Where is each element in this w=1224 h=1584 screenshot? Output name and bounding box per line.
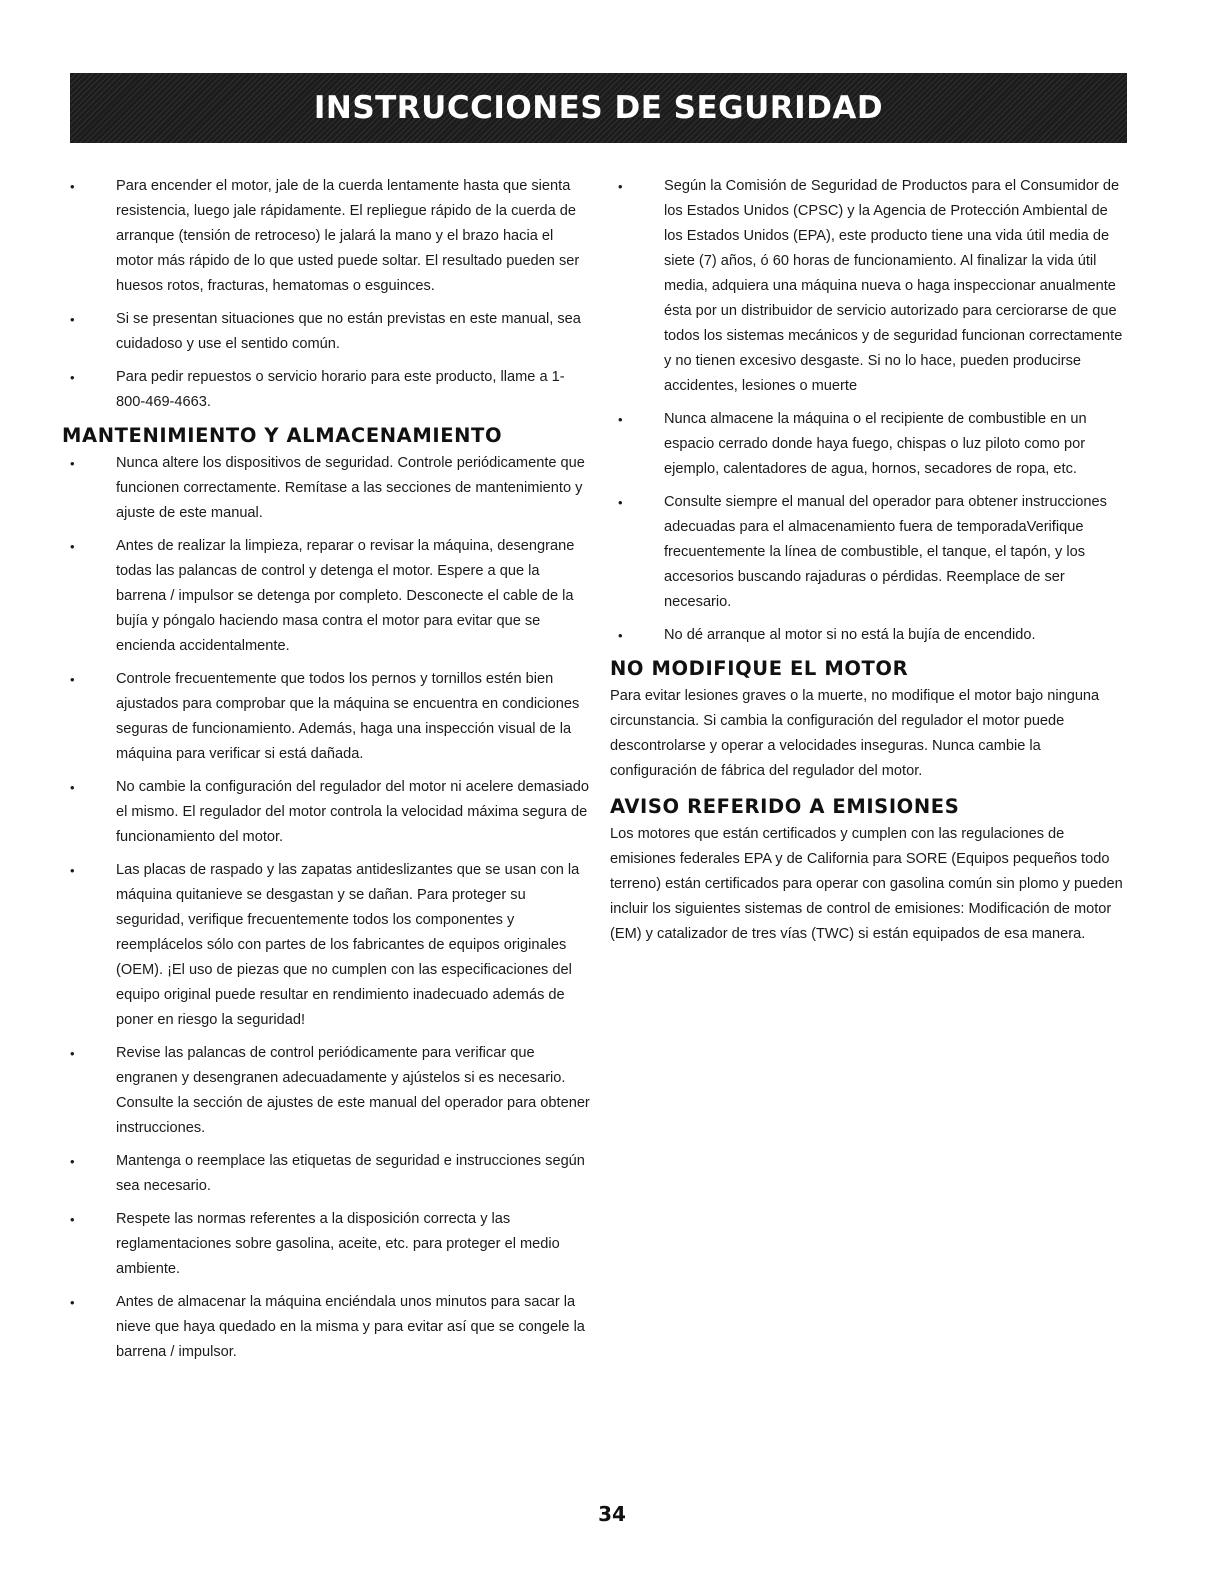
list-item: • No cambie la configuración del regulador del motor ni acelere demasiado el mismo. El regulador del motor controla la velocidad máxima segura de funcionamiento del motor. [62, 775, 590, 850]
no-modify-heading: NO MODIFIQUE EL MOTOR [610, 657, 909, 680]
bullet-icon: • [70, 780, 75, 795]
list-item: • Mantenga o reemplace las etiquetas de seguridad e instrucciones según sea necesario. [62, 1149, 590, 1199]
bullet-icon: • [618, 412, 623, 427]
title-banner [70, 73, 1127, 143]
list-item: • Consulte siempre el manual del operador para obtener instrucciones adecuadas para el almacenamiento fuera de temporadaVerifique frecuentemente la línea de combustible, el tanque, el tapón, y los accesorios buscando rajaduras o pérdidas. Reemplace de ser necesario. [610, 490, 1128, 615]
maintenance-heading: MANTENIMIENTO Y ALMACENAMIENTO [62, 424, 503, 447]
bullet-icon: • [70, 1154, 75, 1169]
list-item: • Controle frecuentemente que todos los pernos y tornillos estén bien ajustados para comprobar que la máquina se encuentra en condiciones seguras de funcionamiento. Además, haga una inspección visual de la máquina para verificar si está dañada. [62, 667, 590, 767]
list-item: • Nunca almacene la máquina o el recipiente de combustible en un espacio cerrado donde haya fuego, chispas o luz piloto como por ejemplo, calentadores de agua, hornos, secadores de ropa, etc. [610, 407, 1128, 482]
list-item: • Las placas de raspado y las zapatas antideslizantes que se usan con la máquina quitanieve se desgastan y se dañan. Para proteger su seguridad, verifique frecuentemente todos los componentes y reemplácelos sólo con partes de los fabricantes de equipos originales (OEM). ¡El uso de piezas que no cumplen con las especificaciones del equipo original puede resultar en rendimiento inadecuado además de poner en riesgo la seguridad! [62, 858, 590, 1033]
no-modify-paragraph: Para evitar lesiones graves o la muerte, no modifique el motor bajo ninguna circunstancia. Si cambia la configuración del regulador el motor puede descontrolarse y operar a velocidades inseguras. Nunca cambie la configuración de fábrica del regulador del motor. [610, 688, 1100, 779]
bullet-icon: • [70, 456, 75, 471]
bullet-icon: • [618, 179, 623, 194]
bullet-icon: • [70, 1295, 75, 1310]
bullet-icon: • [70, 539, 75, 554]
bullet-icon: • [618, 628, 623, 643]
storage-list [610, 174, 1128, 648]
bullet-icon: • [70, 179, 75, 194]
list-item: • Para pedir repuestos o servicio horario para este producto, llame a 1-800-469-4663. [62, 365, 590, 415]
list-item: • Respete las normas referentes a la disposición correcta y las reglamentaciones sobre gasolina, aceite, etc. para proteger el medio ambiente. [62, 1207, 590, 1282]
intro-list [62, 174, 590, 415]
bullet-icon: • [70, 1046, 75, 1061]
page-number: 34 [598, 1502, 626, 1526]
bullet-icon: • [70, 672, 75, 687]
bullet-icon: • [618, 495, 623, 510]
list-item: • Para encender el motor, jale de la cuerda lentamente hasta que sienta resistencia, luego jale rápidamente. El repliegue rápido de la cuerda de arranque (tensión de retroceso) le jalará la mano y el brazo hacia el motor más rápido de lo que usted puede soltar. El resultado pueden ser huesos rotos, fracturas, hematomas o esguinces. [62, 174, 590, 299]
list-item: • Nunca altere los dispositivos de seguridad. Controle periódicamente que funcionen correctamente. Remítase a las secciones de mantenimiento y ajuste de este manual. [62, 451, 590, 526]
list-item: • Según la Comisión de Seguridad de Productos para el Consumidor de los Estados Unidos (CPSC) y la Agencia de Protección Ambiental de los Estados Unidos (EPA), este producto tiene una vida útil media de siete (7) años, ó 60 horas de funcionamiento. Al finalizar la vida útil media, adquiera una máquina nueva o haga inspeccionar anualmente ésta por un distribuidor de servicio autorizado para cerciorarse de que todos los sistemas mecánicos y de seguridad funcionan correctamente y no tienen excesivo desgaste. Si no lo hace, pueden producirse accidentes, lesiones o muerte [610, 174, 1128, 399]
bullet-icon: • [70, 863, 75, 878]
list-item: • Antes de almacenar la máquina enciéndala unos minutos para sacar la nieve que haya quedado en la misma y para evitar así que se congele la barrena / impulsor. [62, 1290, 590, 1365]
bullet-icon: • [70, 312, 75, 327]
list-item: • Si se presentan situaciones que no están previstas en este manual, sea cuidadoso y use el sentido común. [62, 307, 590, 357]
emissions-paragraph: Los motores que están certificados y cumplen con las regulaciones de emisiones federales EPA y de California para SORE (Equipos pequeños todo terreno) están certificados para operar con gasolina común sin plomo y pueden incluir los siguientes sistemas de control de emisiones: Modificación de motor (EM) y catalizador de tres vías (TWC) si están equipados de esa manera. [610, 826, 1123, 942]
list-item: • Antes de realizar la limpieza, reparar o revisar la máquina, desengrane todas las palancas de control y detenga el motor. Espere a que la barrena / impulsor se detenga por completo. Desconecte el cable de la bujía y póngalo haciendo masa contra el motor para evitar que se encienda accidentalmente. [62, 534, 590, 659]
bullet-icon: • [70, 370, 75, 385]
emissions-heading: AVISO REFERIDO A EMISIONES [610, 795, 960, 818]
left-column [62, 174, 590, 1373]
list-item: • Revise las palancas de control periódicamente para verificar que engranen y desengranen adecuadamente y ajústelos si es necesario. Consulte la sección de ajustes de este manual del operador para obtener instrucciones. [62, 1041, 590, 1141]
list-item: • No dé arranque al motor si no está la bujía de encendido. [610, 623, 1128, 648]
maintenance-list [62, 451, 590, 1365]
bullet-icon: • [70, 1212, 75, 1227]
right-column [610, 174, 1128, 957]
page-title: INSTRUCCIONES DE SEGURIDAD [313, 90, 884, 126]
